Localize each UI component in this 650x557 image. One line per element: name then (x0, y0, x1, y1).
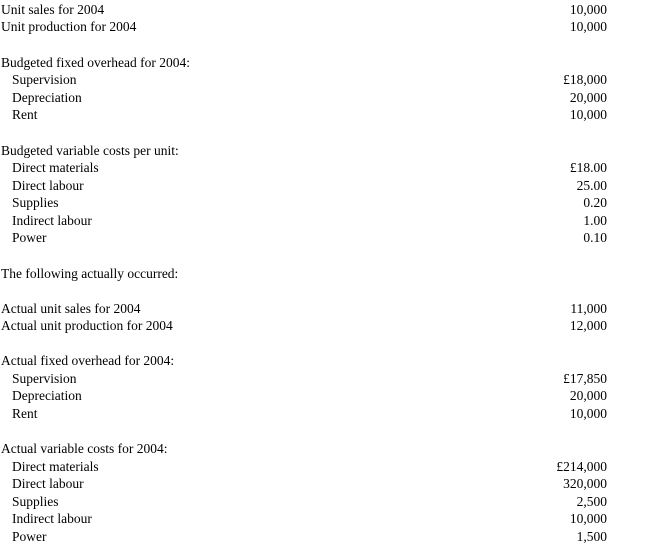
actual-variable-materials-row (0, 458, 650, 475)
actual-fixed-overhead-heading (0, 352, 650, 369)
budget-variable-indirect-labour-row (0, 212, 650, 229)
actual-fixed-supervision-row (0, 370, 650, 387)
row-value: £214,000 (556, 459, 607, 474)
row-value: 12,000 (569, 318, 607, 333)
row-value: 0.10 (583, 230, 607, 245)
budget-variable-labour-row (0, 177, 650, 194)
budget-variable-materials-row (0, 159, 650, 176)
row-value: 11,000 (570, 301, 607, 316)
actual-intro-line (0, 265, 650, 282)
row-value: £17,850 (563, 371, 607, 386)
row-value: 20,000 (569, 388, 607, 403)
section-heading: Budgeted variable costs per unit: (1, 143, 179, 158)
budget-variable-costs-heading (0, 142, 650, 159)
row-label: Power (12, 230, 47, 245)
row-value: 10,000 (569, 19, 607, 34)
budget-fixed-depreciation-row (0, 89, 650, 106)
actual-variable-indirect-labour-row (0, 510, 650, 527)
actual-fixed-depreciation-row (0, 387, 650, 404)
section-heading: Actual variable costs for 2004: (1, 441, 168, 456)
actual-variable-power-row (0, 528, 650, 545)
row-label: Depreciation (12, 388, 82, 403)
row-label: Supplies (12, 494, 59, 509)
row-label: Rent (12, 406, 38, 421)
row-value: 10,000 (569, 511, 607, 526)
row-label: Rent (12, 107, 38, 122)
budget-fixed-supervision-row (0, 71, 650, 88)
actual-variable-supplies-row (0, 493, 650, 510)
row-value: 1,500 (576, 529, 607, 544)
budget-variable-power-row (0, 229, 650, 246)
budget-variable-supplies-row (0, 194, 650, 211)
row-label: Direct labour (12, 178, 84, 193)
row-value: 10,000 (569, 406, 607, 421)
row-value: 20,000 (569, 90, 607, 105)
row-value: 10,000 (569, 2, 607, 17)
section-heading: Budgeted fixed overhead for 2004: (1, 55, 190, 70)
row-value: 320,000 (563, 476, 607, 491)
row-label: Direct labour (12, 476, 84, 491)
row-label: Direct materials (12, 160, 99, 175)
actual-unit-sales-row (0, 300, 650, 317)
budget-fixed-rent-row (0, 106, 650, 123)
actual-variable-costs-heading (0, 440, 650, 457)
row-label: Actual unit sales for 2004 (1, 301, 141, 316)
row-value: £18,000 (563, 72, 607, 87)
row-label: Unit production for 2004 (1, 19, 137, 34)
row-label: Actual unit production for 2004 (1, 318, 173, 333)
row-label: Unit sales for 2004 (1, 2, 105, 17)
budget-unit-production-row (0, 18, 650, 35)
row-value: 10,000 (569, 107, 607, 122)
budget-fixed-overhead-heading (0, 54, 650, 71)
row-value: 25.00 (576, 178, 607, 193)
row-label: Supplies (12, 195, 59, 210)
row-label: Indirect labour (12, 511, 92, 526)
intro-text: The following actually occurred: (1, 266, 179, 281)
row-value: £18.00 (569, 160, 607, 175)
row-value: 2,500 (576, 494, 607, 509)
actual-unit-production-row (0, 317, 650, 334)
row-label: Power (12, 529, 47, 544)
row-label: Supervision (12, 371, 77, 386)
budget-unit-sales-row (0, 1, 650, 18)
row-value: 1.00 (583, 213, 607, 228)
actual-fixed-rent-row (0, 405, 650, 422)
row-label: Depreciation (12, 90, 82, 105)
row-label: Supervision (12, 72, 77, 87)
actual-variable-labour-row (0, 475, 650, 492)
row-label: Indirect labour (12, 213, 92, 228)
row-value: 0.20 (583, 195, 607, 210)
row-label: Direct materials (12, 459, 99, 474)
section-heading: Actual fixed overhead for 2004: (1, 353, 175, 368)
